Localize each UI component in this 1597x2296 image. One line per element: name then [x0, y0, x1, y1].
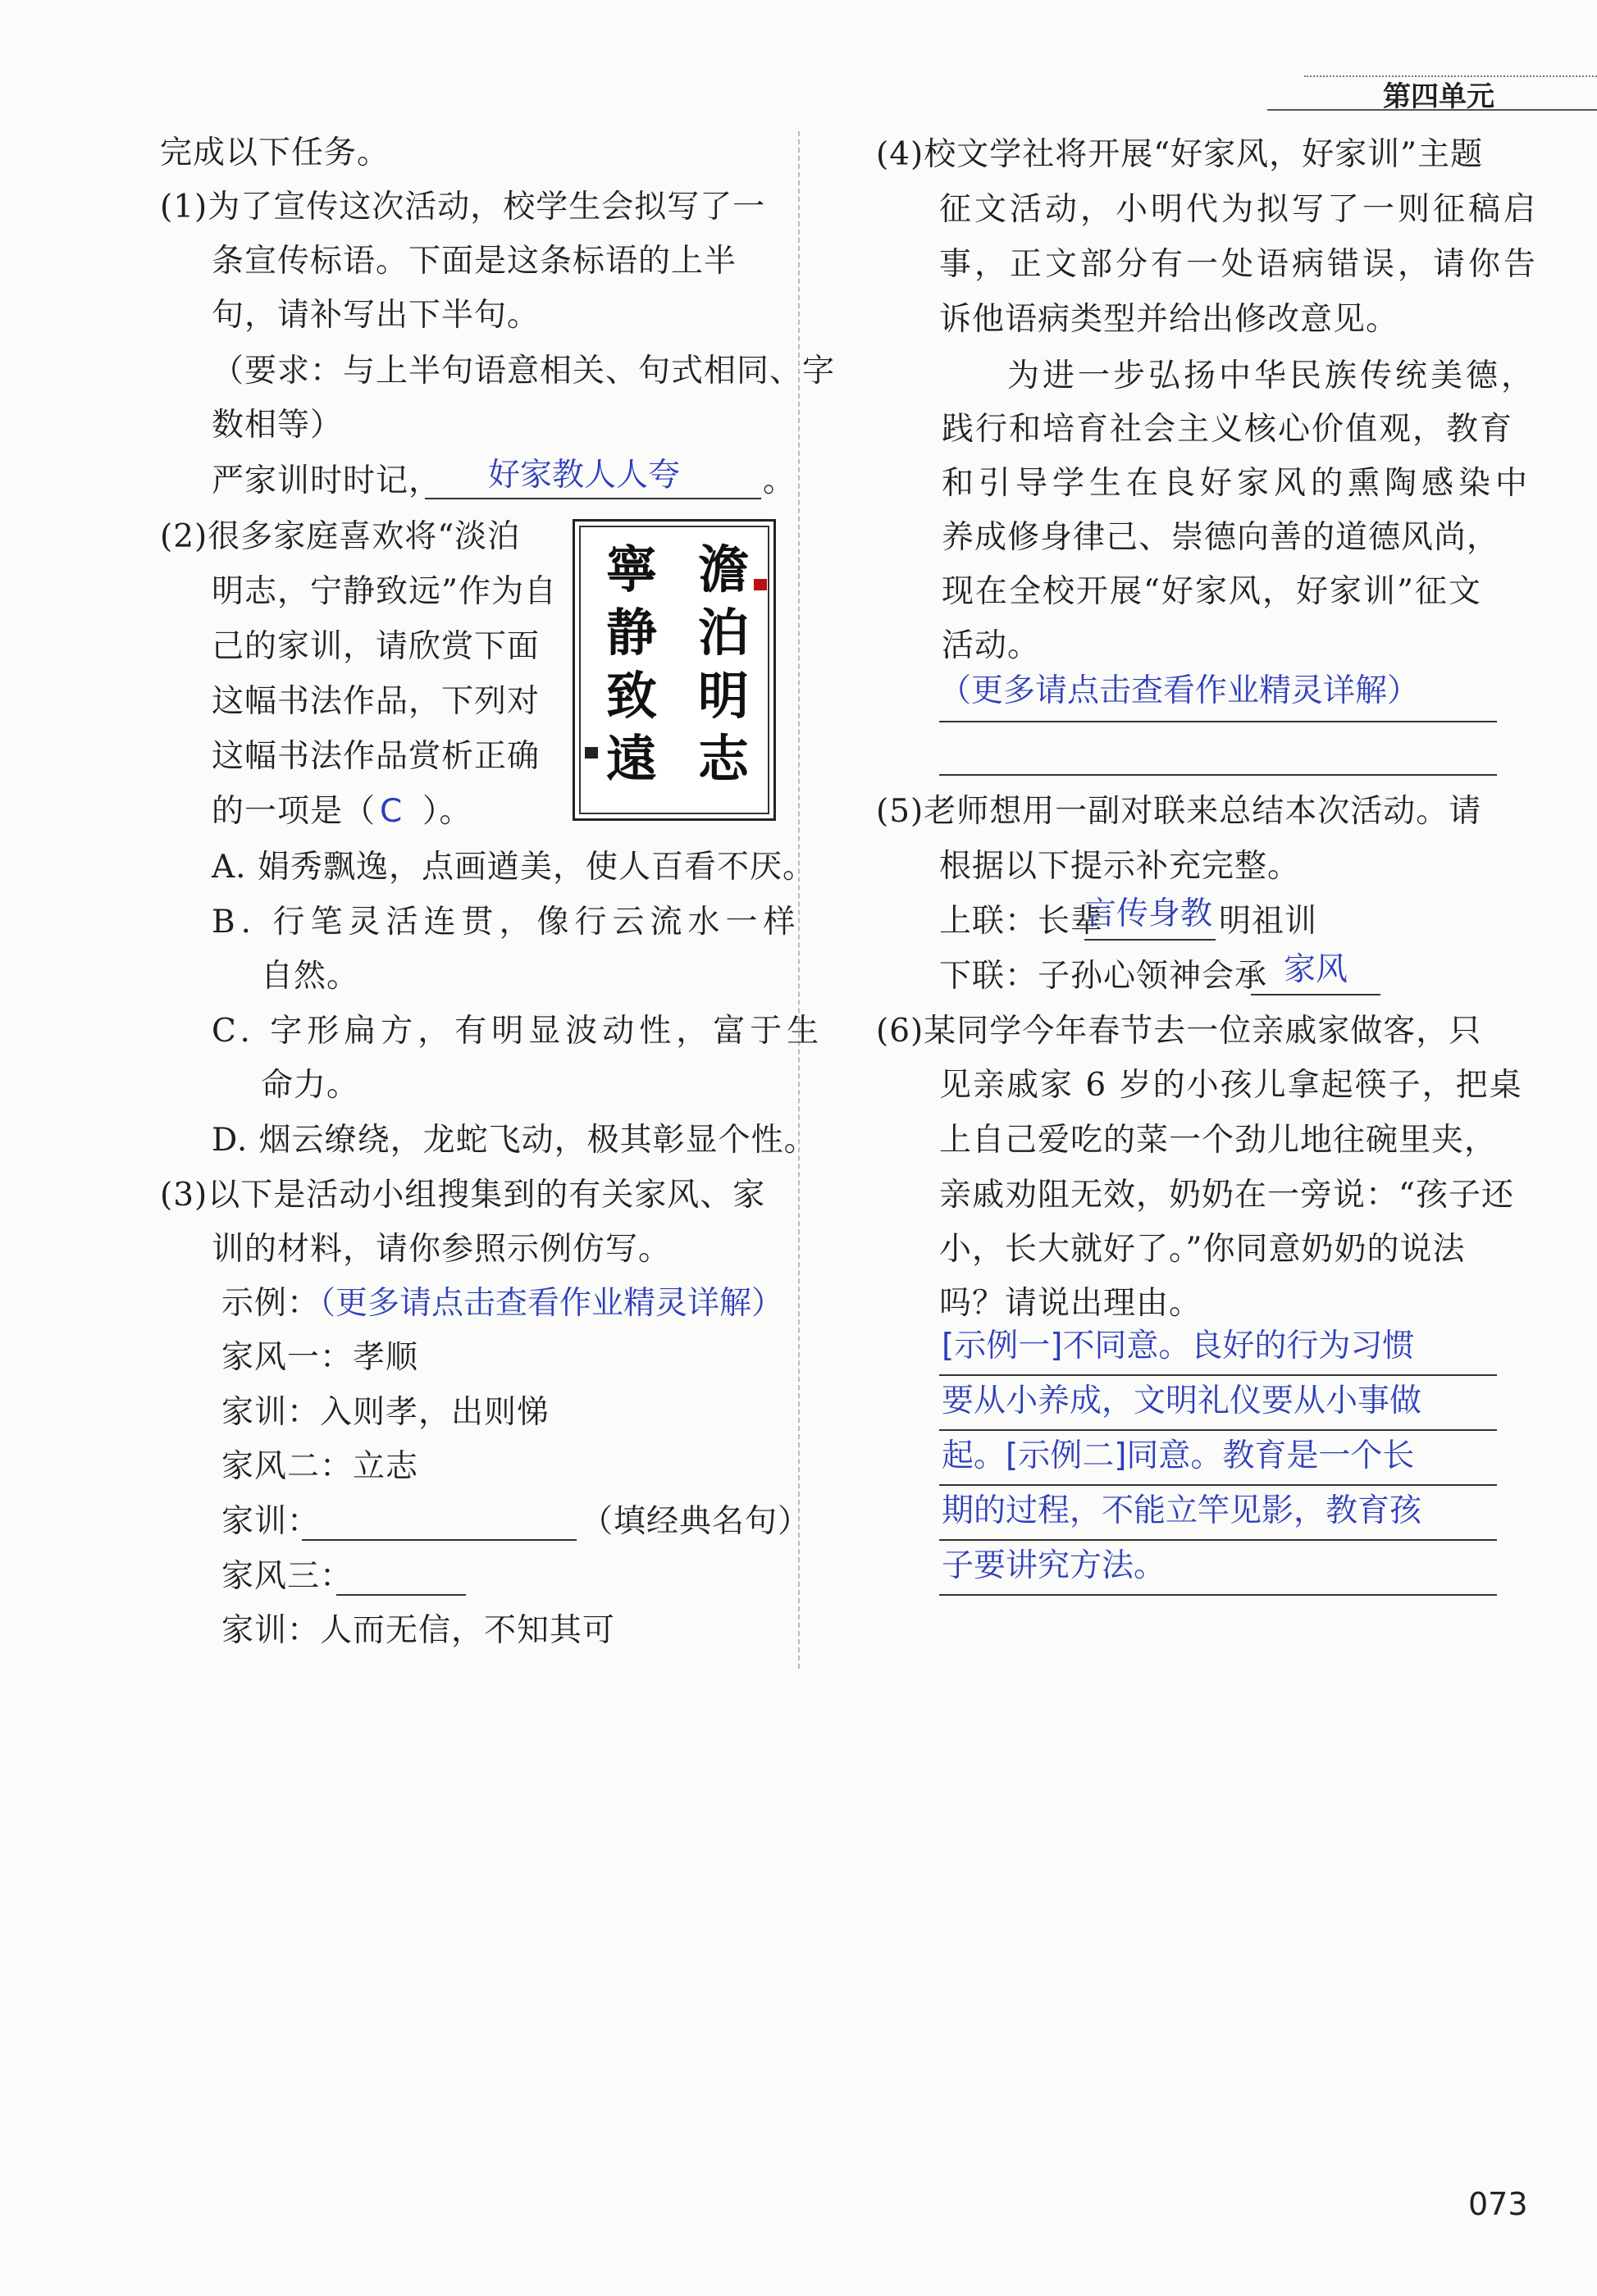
q1-line3: 句，请补写出下半句。 [212, 297, 541, 334]
q2-answer: C [380, 793, 403, 830]
q4-notice-line1: 为进一步弘扬中华民族传统美德， [1007, 358, 1537, 394]
q4-line2: 征文活动，小明代为拟写了一则征稿启 [939, 191, 1540, 228]
q3-feng3-blank [336, 1594, 466, 1596]
q6-line4: 亲戚劝阻无效，奶奶在一旁说：“孩子还 [939, 1177, 1514, 1214]
q1-answer-line [425, 498, 761, 499]
q6-answer-line5: 子要讲究方法。 [942, 1547, 1166, 1584]
q5-upper-prefix: 上联：长辈 [939, 903, 1104, 940]
q4-line3: 事，正文部分有一处语病错误，请你告 [939, 246, 1540, 283]
q6-line3: 上自己爱吃的菜一个劲儿地往碗里夹， [939, 1122, 1498, 1159]
q3-row2: 家训：入则孝，出则悌 [221, 1394, 550, 1431]
q2-option-d: D. 烟云缭绕，龙蛇飞动，极其彰显个性。 [212, 1122, 817, 1159]
q6-rule3 [939, 1484, 1497, 1486]
q4-answer-line2 [939, 774, 1497, 776]
q1-answer: 好家教人人夸 [488, 457, 681, 494]
q4-notice-line5: 现在全校开展“好家风，好家训”征文 [942, 573, 1482, 610]
seal-stamp-top [754, 579, 767, 590]
seal-stamp-bottom [585, 747, 598, 758]
q2-line6-suffix: ）。 [422, 793, 472, 830]
callig-char-7: 致 [606, 666, 658, 726]
q6-rule5 [939, 1594, 1497, 1596]
q2-option-b-line1: B. 行笔灵活连贯，像行云流水一样 [212, 904, 801, 941]
q3-feng3-label: 家风三： [221, 1558, 354, 1595]
q6-rule2 [939, 1429, 1497, 1431]
q3-line2: 训的材料，请你参照示例仿写。 [212, 1231, 672, 1268]
q4-answer-line1 [939, 721, 1497, 722]
q4-line4: 诉他语病类型并给出修改意见。 [939, 301, 1399, 338]
q6-answer-line2: 要从小养成，文明礼仪要从小事做 [942, 1383, 1422, 1419]
q1-req-line2: 数相等） [212, 407, 344, 444]
q4-notice-line2: 践行和培育社会主义核心价值观，教育 [942, 411, 1514, 448]
callig-char-6: 静 [606, 603, 658, 663]
q6-answer-line1: [示例一]不同意。良好的行为习惯 [942, 1328, 1415, 1364]
calligraphy-artwork [573, 519, 776, 821]
q5-line2: 根据以下提示补充完整。 [939, 848, 1301, 885]
q3-last: 家训：人而无信，不知其可 [221, 1612, 616, 1649]
page-number: 073 [1468, 2186, 1528, 2222]
q3-example-label: 示例： [221, 1285, 321, 1322]
q6-answer-line4: 期的过程，不能立竿见影，教育孩 [942, 1492, 1422, 1529]
callig-char-1: 澹 [698, 540, 750, 599]
q2-line1: (2)很多家庭喜欢将“淡泊 [160, 518, 521, 555]
unit-label: 第四单元 [1383, 80, 1494, 113]
callig-char-5: 寧 [606, 540, 658, 599]
q6-line6: 吗？请说出理由。 [939, 1285, 1202, 1322]
q3-row3: 家风二：立志 [221, 1448, 419, 1485]
callig-char-3: 明 [698, 666, 750, 726]
q3-xunl-note: （填经典名句） [581, 1503, 811, 1540]
q5-upper-blank [1084, 939, 1216, 941]
q3-example-answer: （更多请点击查看作业精灵详解） [303, 1285, 784, 1322]
q3-xunl-blank [302, 1539, 577, 1541]
q6-line5: 小，长大就好了。”你同意奶奶的说法 [939, 1231, 1466, 1268]
q3-xunl-label: 家训： [221, 1503, 321, 1540]
q5-lower-blank [1251, 994, 1380, 995]
q6-rule1 [939, 1374, 1497, 1376]
callig-char-4: 志 [698, 729, 750, 789]
q1-line1: (1)为了宣传这次活动，校学生会拟写了一 [160, 189, 766, 226]
q5-lower-prefix: 下联：子孙心领神会承 [939, 958, 1268, 995]
q5-upper-suffix: 明祖训 [1219, 903, 1318, 940]
q4-notice-line3: 和引导学生在良好家风的熏陶感染中 [942, 465, 1533, 502]
q4-line1: (4)校文学社将开展“好家风，好家训”主题 [876, 136, 1484, 173]
q6-line1: (6)某同学今年春节去一位亲戚家做客，只 [876, 1013, 1482, 1050]
q1-end: 。 [763, 462, 796, 499]
q4-notice-line4: 养成修身律己、崇德向善的道德风尚， [942, 519, 1500, 556]
callig-char-2: 泊 [698, 603, 750, 663]
q6-rule4 [939, 1539, 1497, 1541]
q5-lower-answer: 家风 [1284, 951, 1348, 988]
q4-answer: （更多请点击查看作业精灵详解） [939, 672, 1420, 709]
q1-line2: 条宣传标语。下面是这条标语的上半 [212, 243, 737, 280]
q2-option-b-line2: 自然。 [261, 958, 360, 995]
q6-line2: 见亲戚家 6 岁的小孩儿拿起筷子，把桌 [939, 1067, 1523, 1104]
q2-line3: 己的家训，请欣赏下面 [212, 628, 541, 665]
q2-line6-prefix: 的一项是（ [212, 793, 376, 830]
q3-line1: (3)以下是活动小组搜集到的有关家风、家 [160, 1177, 766, 1214]
q4-notice-line6: 活动。 [942, 627, 1041, 664]
q3-row1: 家风一：孝顺 [221, 1339, 419, 1376]
intro-text: 完成以下任务。 [160, 134, 390, 171]
q2-line5: 这幅书法作品赏析正确 [212, 738, 541, 775]
q5-upper-answer: 言传身教 [1084, 895, 1213, 932]
q2-option-a: A. 娟秀飘逸，点画遒美，使人百看不厌。 [212, 849, 815, 886]
q2-option-c-line2: 命力。 [261, 1067, 360, 1104]
header-rule [1267, 109, 1597, 111]
q1-req-line1: （要求：与上半句语意相关、句式相同、字 [212, 353, 836, 390]
callig-char-8: 遠 [606, 729, 658, 789]
q6-answer-line3: 起。[示例二]同意。教育是一个长 [942, 1437, 1415, 1474]
q1-first-half: 严家训时时记， [212, 462, 442, 499]
q2-line4: 这幅书法作品，下列对 [212, 683, 541, 720]
q2-option-c-line1: C. 字形扁方，有明显波动性，富于生 [212, 1013, 824, 1050]
q5-line1: (5)老师想用一副对联来总结本次活动。请 [876, 793, 1482, 830]
q2-line2: 明志，宁静致远”作为自 [212, 573, 557, 610]
